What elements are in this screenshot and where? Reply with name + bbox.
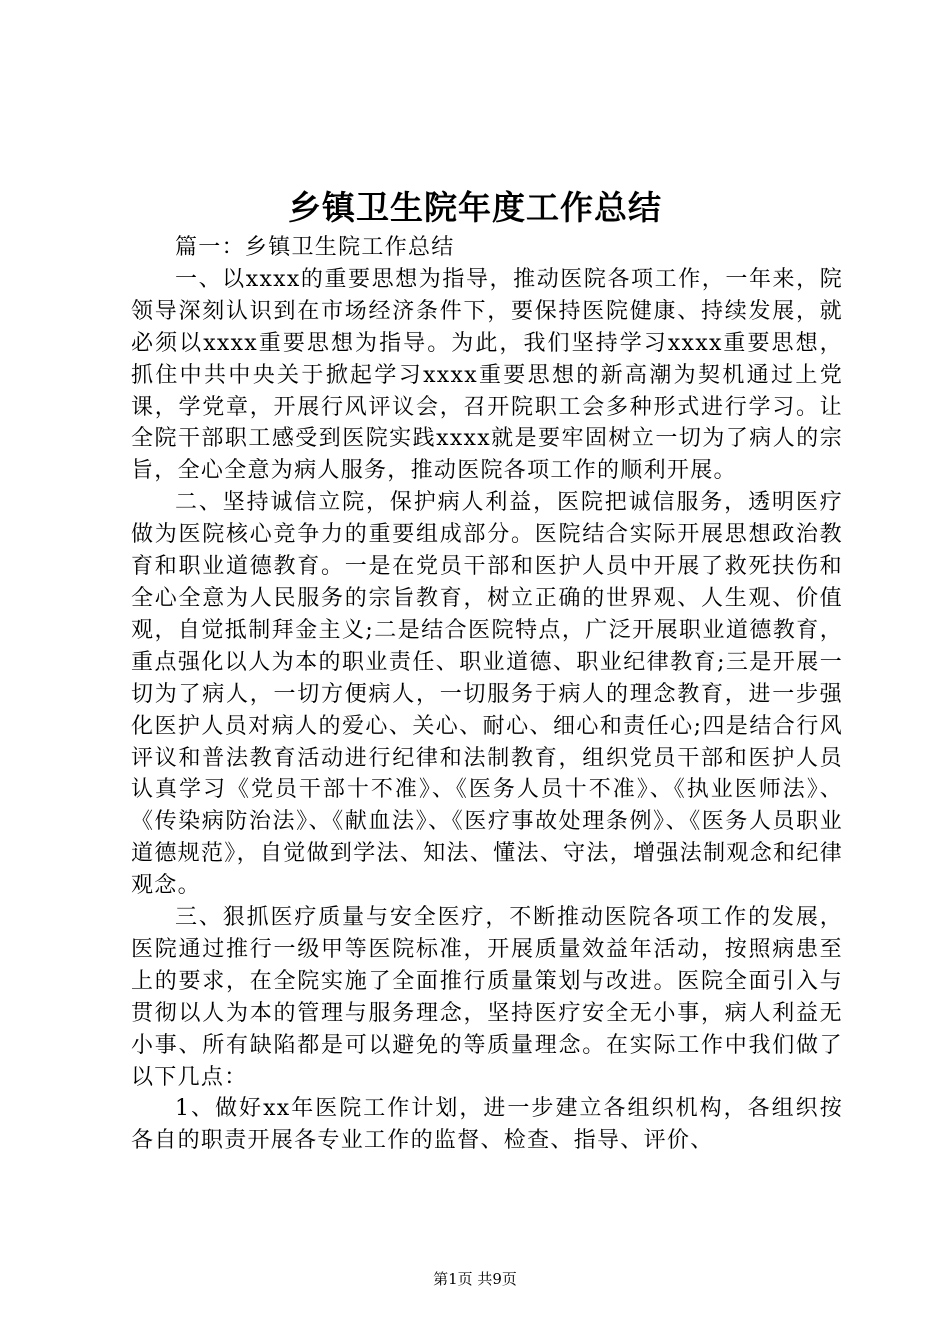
document-body — [131, 232, 843, 1157]
section-heading: 篇一：乡镇卫生院工作总结 — [175, 235, 455, 260]
document-title: 乡镇卫生院年度工作总结 — [288, 188, 662, 227]
paragraph-4: 1、做好xx年医院工作计划，进一步建立各组织机构，各组织按各自的职责开展各专业工作的监督、检查、指导、评价、 — [131, 1096, 843, 1154]
page-number-footer: 第1页 共9页 — [433, 1270, 517, 1288]
paragraph-1: 一、以xxxx的重要思想为指导，推动医院各项工作，一年来，院领导深刻认识到在市场经济条件下，要保持医院健康、持续发展，就必须以xxxx重要思想为指导。为此，我们坚持学习xxxx重要思想，抓住中共中央关于掀起学习xxxx重要思想的新高潮为契机通过上党课，学党章，开展行风评议会，召开院职工会多种形式进行学习。让全院干部职工感受到医院实践xxxx就是要牢固树立一切为了病人的宗旨，全心全意为病人服务，推动医院各项工作的顺利开展。 — [131, 266, 843, 484]
paragraph-2: 二、坚持诚信立院，保护病人利益，医院把诚信服务，透明医疗做为医院核心竞争力的重要组成部分。医院结合实际开展思想政治教育和职业道德教育。一是在党员干部和医护人员中开展了救死扶伤和全心全意为人民服务的宗旨教育，树立正确的世界观、人生观、价值观，自觉抵制拜金主义;二是结合医院特点，广泛开展职业道德教育，重点强化以人为本的职业责任、职业道德、职业纪律教育;三是开展一切为了病人，一切方便病人，一切服务于病人的理念教育，进一步强化医护人员对病人的爱心、关心、耐心、细心和责任心;四是结合行风评议和普法教育活动进行纪律和法制教育，组织党员干部和医护人员认真学习《党员干部十不准》、《医务人员十不准》、《执业医师法》、《传染病防治法》、《献血法》、《医疗事故处理条例》、《医务人员职业道德规范》，自觉做到学法、知法、懂法、守法，增强法制观念和纪律观念。 — [131, 490, 843, 899]
paragraph-3: 三、狠抓医疗质量与安全医疗，不断推动医院各项工作的发展，医院通过推行一级甲等医院标准，开展质量效益年活动，按照病患至上的要求，在全院实施了全面推行质量策划与改进。医院全面引入与贯彻以人为本的管理与服务理念，坚持医疗安全无小事，病人利益无小事、所有缺陷都是可以避免的等质量理念。在实际工作中我们做了以下几点： — [131, 905, 843, 1090]
